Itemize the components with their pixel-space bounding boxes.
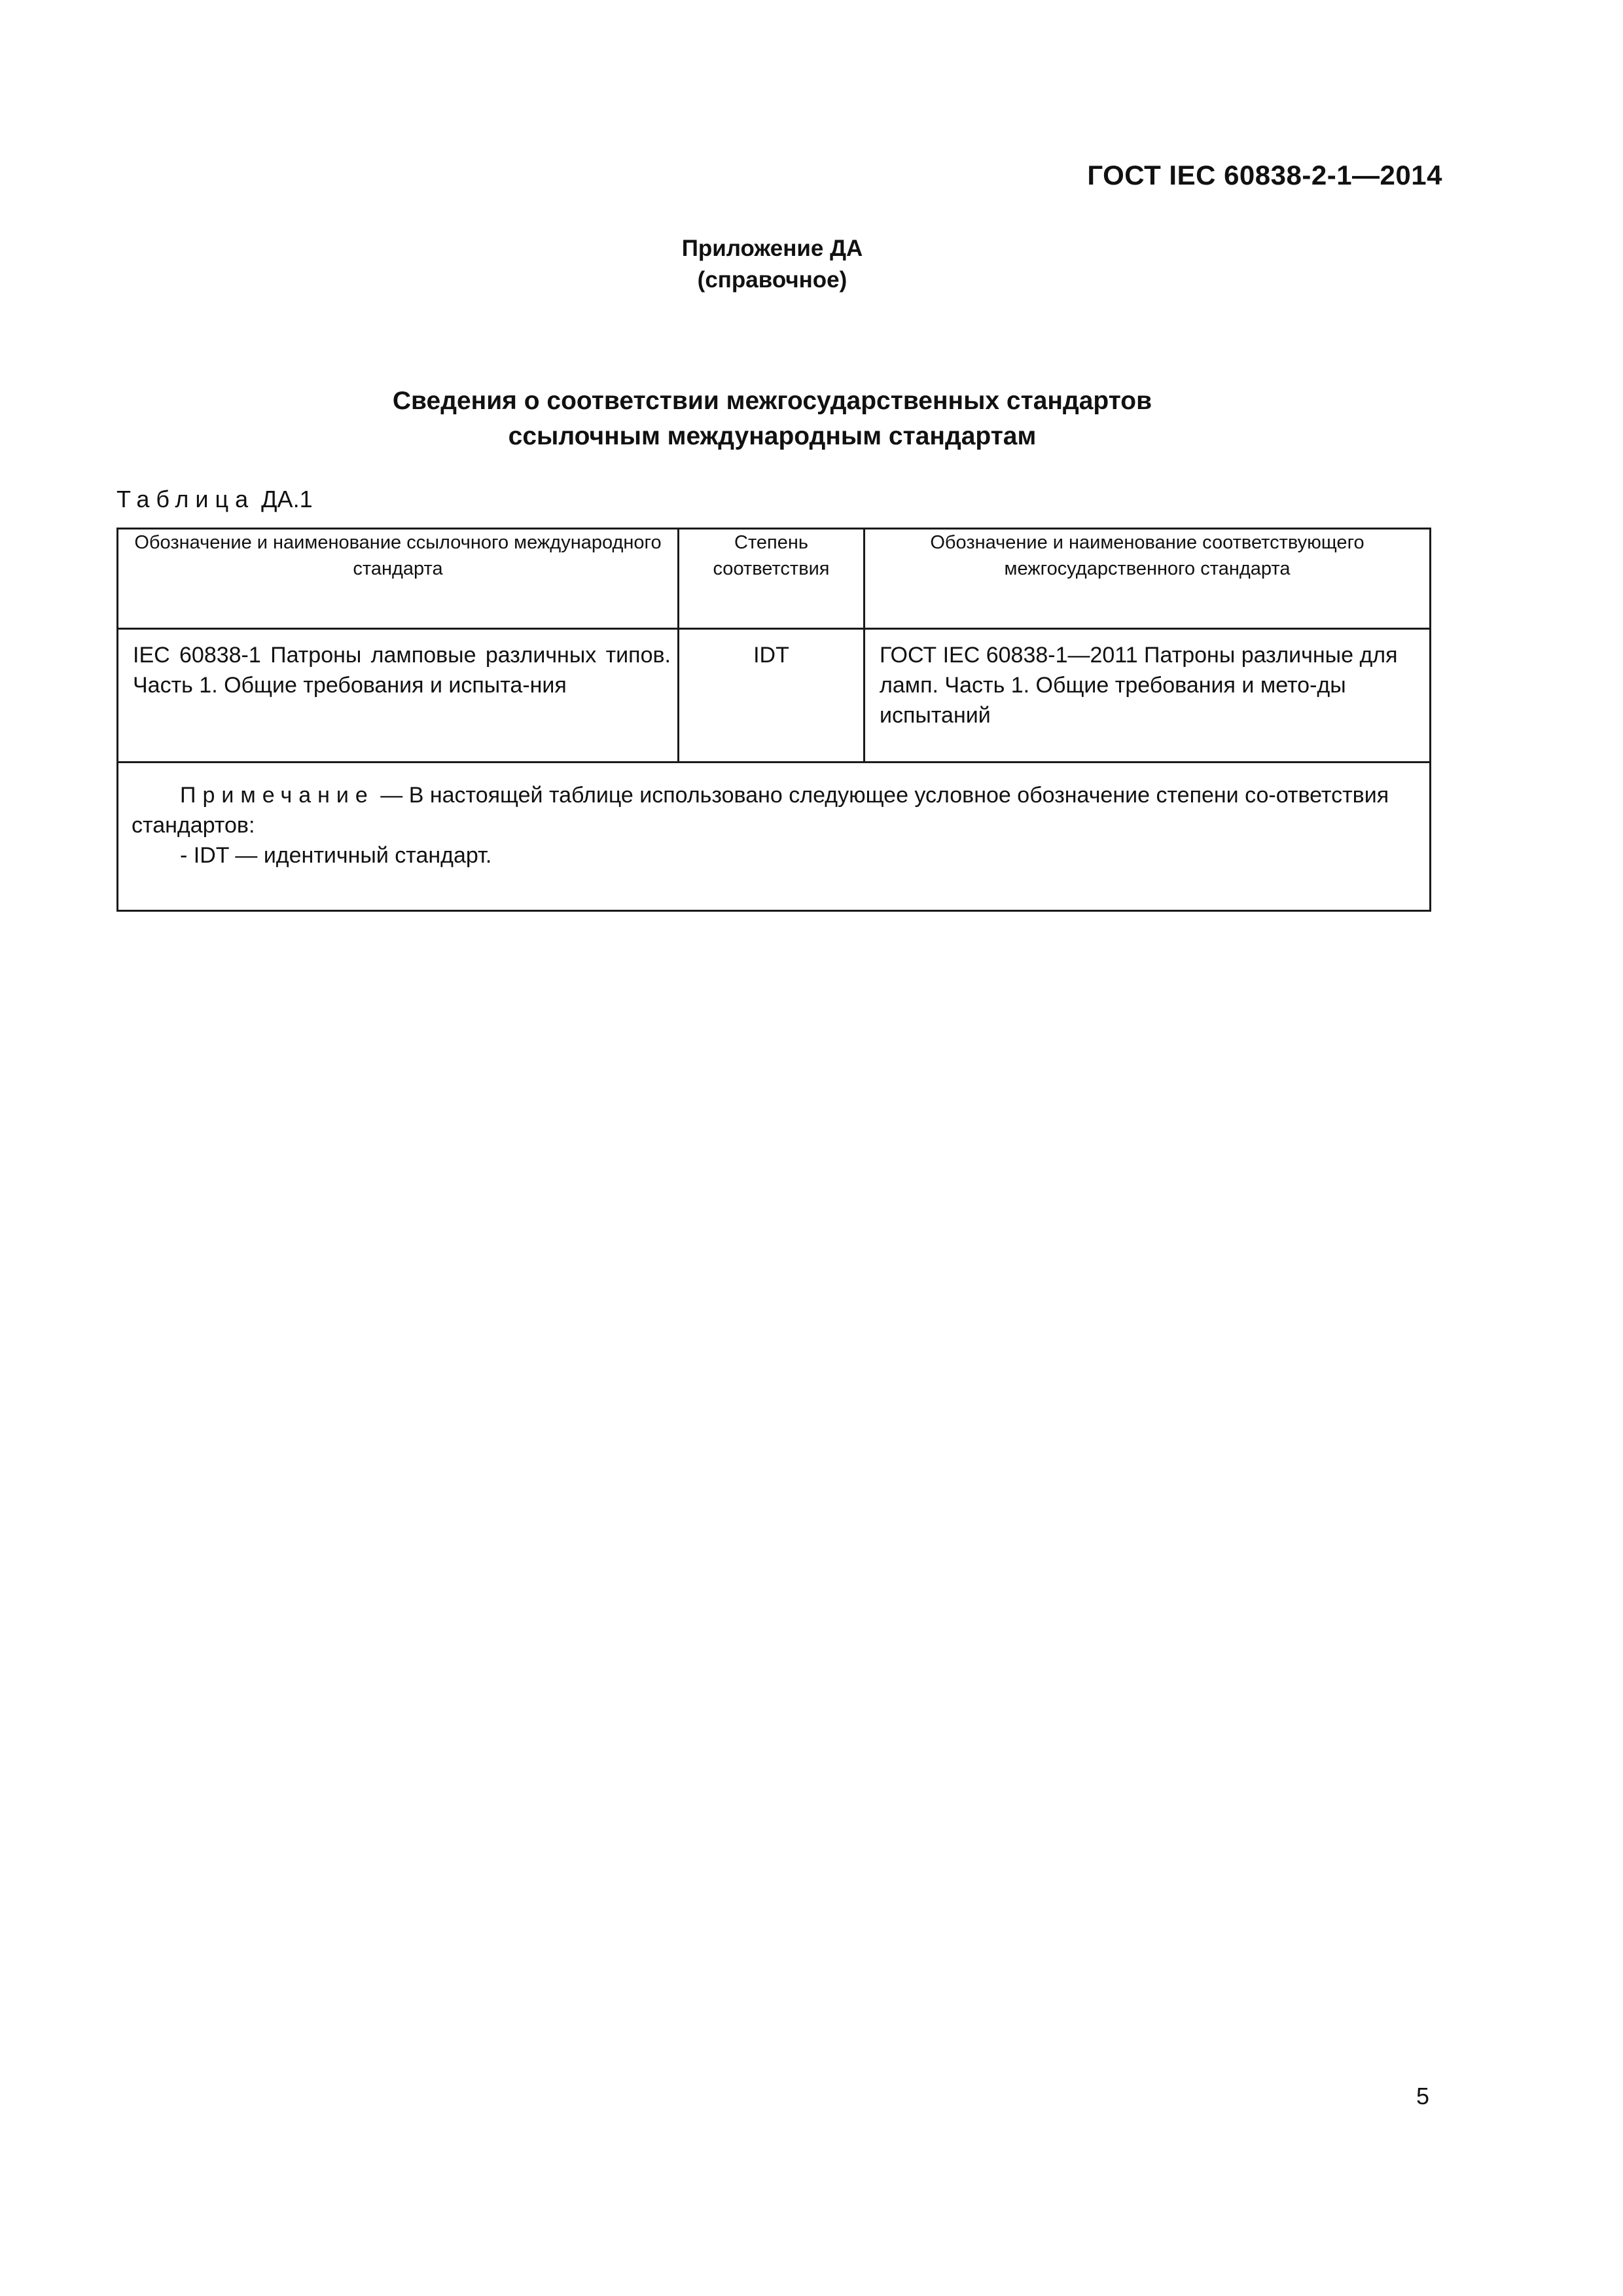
document-code: ГОСТ IEC 60838-2-1—2014 — [1087, 160, 1442, 190]
annex-subtitle: (справочное) — [697, 267, 847, 293]
header-degree: Степень соответствия — [679, 529, 865, 629]
page-number: 5 — [1416, 2083, 1429, 2109]
annex-heading — [0, 233, 1544, 296]
table-row — [118, 629, 1431, 762]
table-caption-number: ДА.1 — [261, 486, 313, 512]
table-caption — [116, 486, 313, 513]
table-note — [118, 762, 1431, 911]
page-title-line1: Сведения о соответствии межгосударственных стандартов — [392, 387, 1152, 415]
note-text — [132, 780, 1414, 840]
header-international-standard: Обозначение и наименование ссылочного международного стандарта — [118, 529, 679, 629]
cell-interstate-standard: ГОСТ IEC 60838-1—2011 Патроны различные для ламп. Часть 1. Общие требования и мето-ды испытаний — [865, 629, 1431, 762]
correspondence-table — [116, 528, 1431, 912]
note-label: Примечание — [180, 783, 374, 808]
note-item: - IDT — идентичный стандарт. — [180, 843, 492, 868]
header-interstate-standard: Обозначение и наименование соответствующего межгосударственного стандарта — [865, 529, 1431, 629]
note-body: — В настоящей таблице использовано следующее условное обозначение степени со-ответствия стандартов: — [132, 783, 1389, 838]
table-header-row — [118, 529, 1431, 629]
annex-title: Приложение ДА — [681, 236, 863, 261]
table-caption-word: Таблица — [116, 486, 255, 512]
cell-degree: IDT — [679, 629, 865, 762]
page-title-line2: ссылочным международным стандартам — [508, 422, 1037, 450]
cell-international-standard: IEC 60838-1 Патроны ламповые различных типов. Часть 1. Общие требования и испыта-ния — [118, 629, 679, 762]
page-title — [0, 384, 1544, 454]
table-note-row — [118, 762, 1431, 911]
